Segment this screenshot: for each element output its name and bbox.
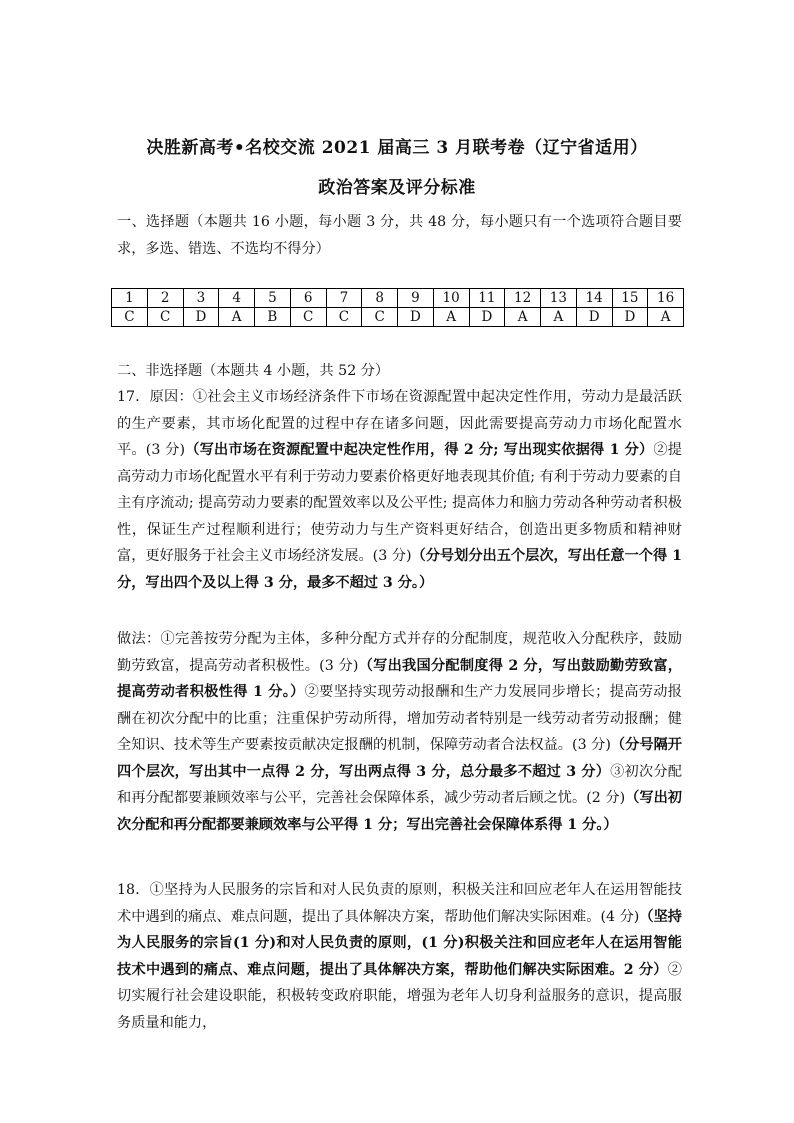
answer-table-answer-row <box>112 308 684 327</box>
answer-cell: D <box>576 308 612 327</box>
question-number-cell: 8 <box>362 289 398 308</box>
answer-cell: C <box>112 308 148 327</box>
answer-cell: C <box>362 308 398 327</box>
q17-reason-point2: ②提高劳动力市场化配置水平有利于劳动力要素价格更好地表现其价值; 有利于劳动力要素的自主有序流动; 提高劳动力要素的配置效率以及公平性; 提高体力和脑力劳动各种劳动者积极性，保证生产过程顺利进行；使劳动力与生产资料更好结合，创造出更多物质和精神财富，更好服务于社会主义市场经济发展。(3 分) <box>117 442 682 564</box>
answer-cell: D <box>183 308 219 327</box>
question-number-cell: 16 <box>648 289 684 308</box>
answer-cell: C <box>326 308 362 327</box>
question-17-measures <box>117 626 682 838</box>
question-number-cell: 14 <box>576 289 612 308</box>
q18-point1: 18．①坚持为人民服务的宗旨和对人民负责的原则，积极关注和回应老年人在运用智能技术中遇到的痛点、难点问题，提出了具体解决方案，帮助他们解决实际困难。(4 分) <box>117 882 682 925</box>
answer-cell: B <box>255 308 291 327</box>
question-number-cell: 7 <box>326 289 362 308</box>
section2-heading: 二、非选择题（本题共 4 小题，共 52 分） <box>117 363 390 379</box>
question-number-cell: 15 <box>612 289 648 308</box>
answer-table <box>111 288 684 327</box>
q17-measure-scoring3: （写出初次分配和再分配都要兼顾效率与公平得 1 分；写出完善社会保障体系得 1 分。） <box>117 790 682 833</box>
question-18 <box>117 877 682 1036</box>
answer-cell: A <box>648 308 684 327</box>
answer-cell: A <box>433 308 469 327</box>
answer-cell: A <box>505 308 541 327</box>
question-17-reason <box>117 384 682 596</box>
answer-cell: A <box>219 308 255 327</box>
question-number-cell: 11 <box>469 289 505 308</box>
q17-measure-point3: ③初次分配和再分配都要兼顾效率与公平，完善社会保障体系，减少劳动者后顾之忧。(2 分) <box>117 763 682 806</box>
question-number-cell: 12 <box>505 289 541 308</box>
answer-cell: A <box>541 308 577 327</box>
answer-cell: D <box>398 308 434 327</box>
q17-measure-point2: ②要坚持实现劳动报酬和生产力发展同步增长；提高劳动报酬在初次分配中的比重；注重保护劳动所得，增加劳动者特别是一线劳动者劳动报酬；健全知识、技术等生产要素按贡献决定报酬的机制，保障劳动者合法权益。(3 分) <box>117 684 682 753</box>
q17-measure-scoring2: （分号隔开四个层次，写出其中一点得 2 分，写出两点得 3 分，总分最多不超过 3 分） <box>117 737 682 780</box>
document-subtitle: 政治答案及评分标准 <box>318 178 476 198</box>
answer-cell: D <box>612 308 648 327</box>
question-number-cell: 2 <box>147 289 183 308</box>
answer-cell: C <box>290 308 326 327</box>
answer-cell: C <box>147 308 183 327</box>
question-number-cell: 3 <box>183 289 219 308</box>
section1-heading: 一、选择题（本题共 16 小题，每小题 3 分，共 48 分，每小题只有一个选项符合题目要求，多选、错选、不选均不得分） <box>117 214 682 257</box>
q17-measure-scoring1: （写出我国分配制度得 2 分，写出鼓励勤劳致富，提高劳动者积极性得 1 分。） <box>117 657 682 700</box>
document-title: 决胜新高考•名校交流 2021 届高三 3 月联考卷（辽宁省适用） <box>146 138 648 158</box>
question-number-cell: 6 <box>290 289 326 308</box>
q17-reason-scoring2: （分号划分出五个层次，写出任意一个得 1 分，写出四个及以上得 3 分，最多不超过 3 分。） <box>117 548 683 591</box>
question-number-cell: 5 <box>255 289 291 308</box>
q17-measure-point1: 做法：①完善按劳分配为主体，多种分配方式并存的分配制度，规范收入分配秩序，鼓励勤劳致富，提高劳动者积极性。(3 分) <box>117 631 682 674</box>
q18-scoring1: （坚持为人民服务的宗旨(1 分)和对人民负责的原则，(1 分)积极关注和回应老年人在运用智能技术中遇到的痛点、难点问题，提出了具体解决方案，帮助他们解决实际困难。2 分） <box>117 908 682 978</box>
answer-table-number-row <box>112 289 684 308</box>
question-number-cell: 9 <box>398 289 434 308</box>
question-number-cell: 4 <box>219 289 255 308</box>
q18-point2: ②切实履行社会建设职能，积极转变政府职能，增强为老年人切身利益服务的意识，提高服务质量和能力， <box>117 961 682 1031</box>
q17-reason-point1: 17．原因：①社会主义市场经济条件下市场在资源配置中起决定性作用，劳动力是最活跃的生产要素，其市场化配置的过程中存在诸多问题，因此需要提高劳动力市场化配置水平。(3 分) <box>117 389 682 458</box>
answer-cell: D <box>469 308 505 327</box>
question-number-cell: 10 <box>433 289 469 308</box>
question-number-cell: 1 <box>112 289 148 308</box>
question-number-cell: 13 <box>541 289 577 308</box>
q17-reason-scoring1: （写出市场在资源配置中起决定性作用，得 2 分; 写出现实依据得 1 分） <box>185 442 654 458</box>
